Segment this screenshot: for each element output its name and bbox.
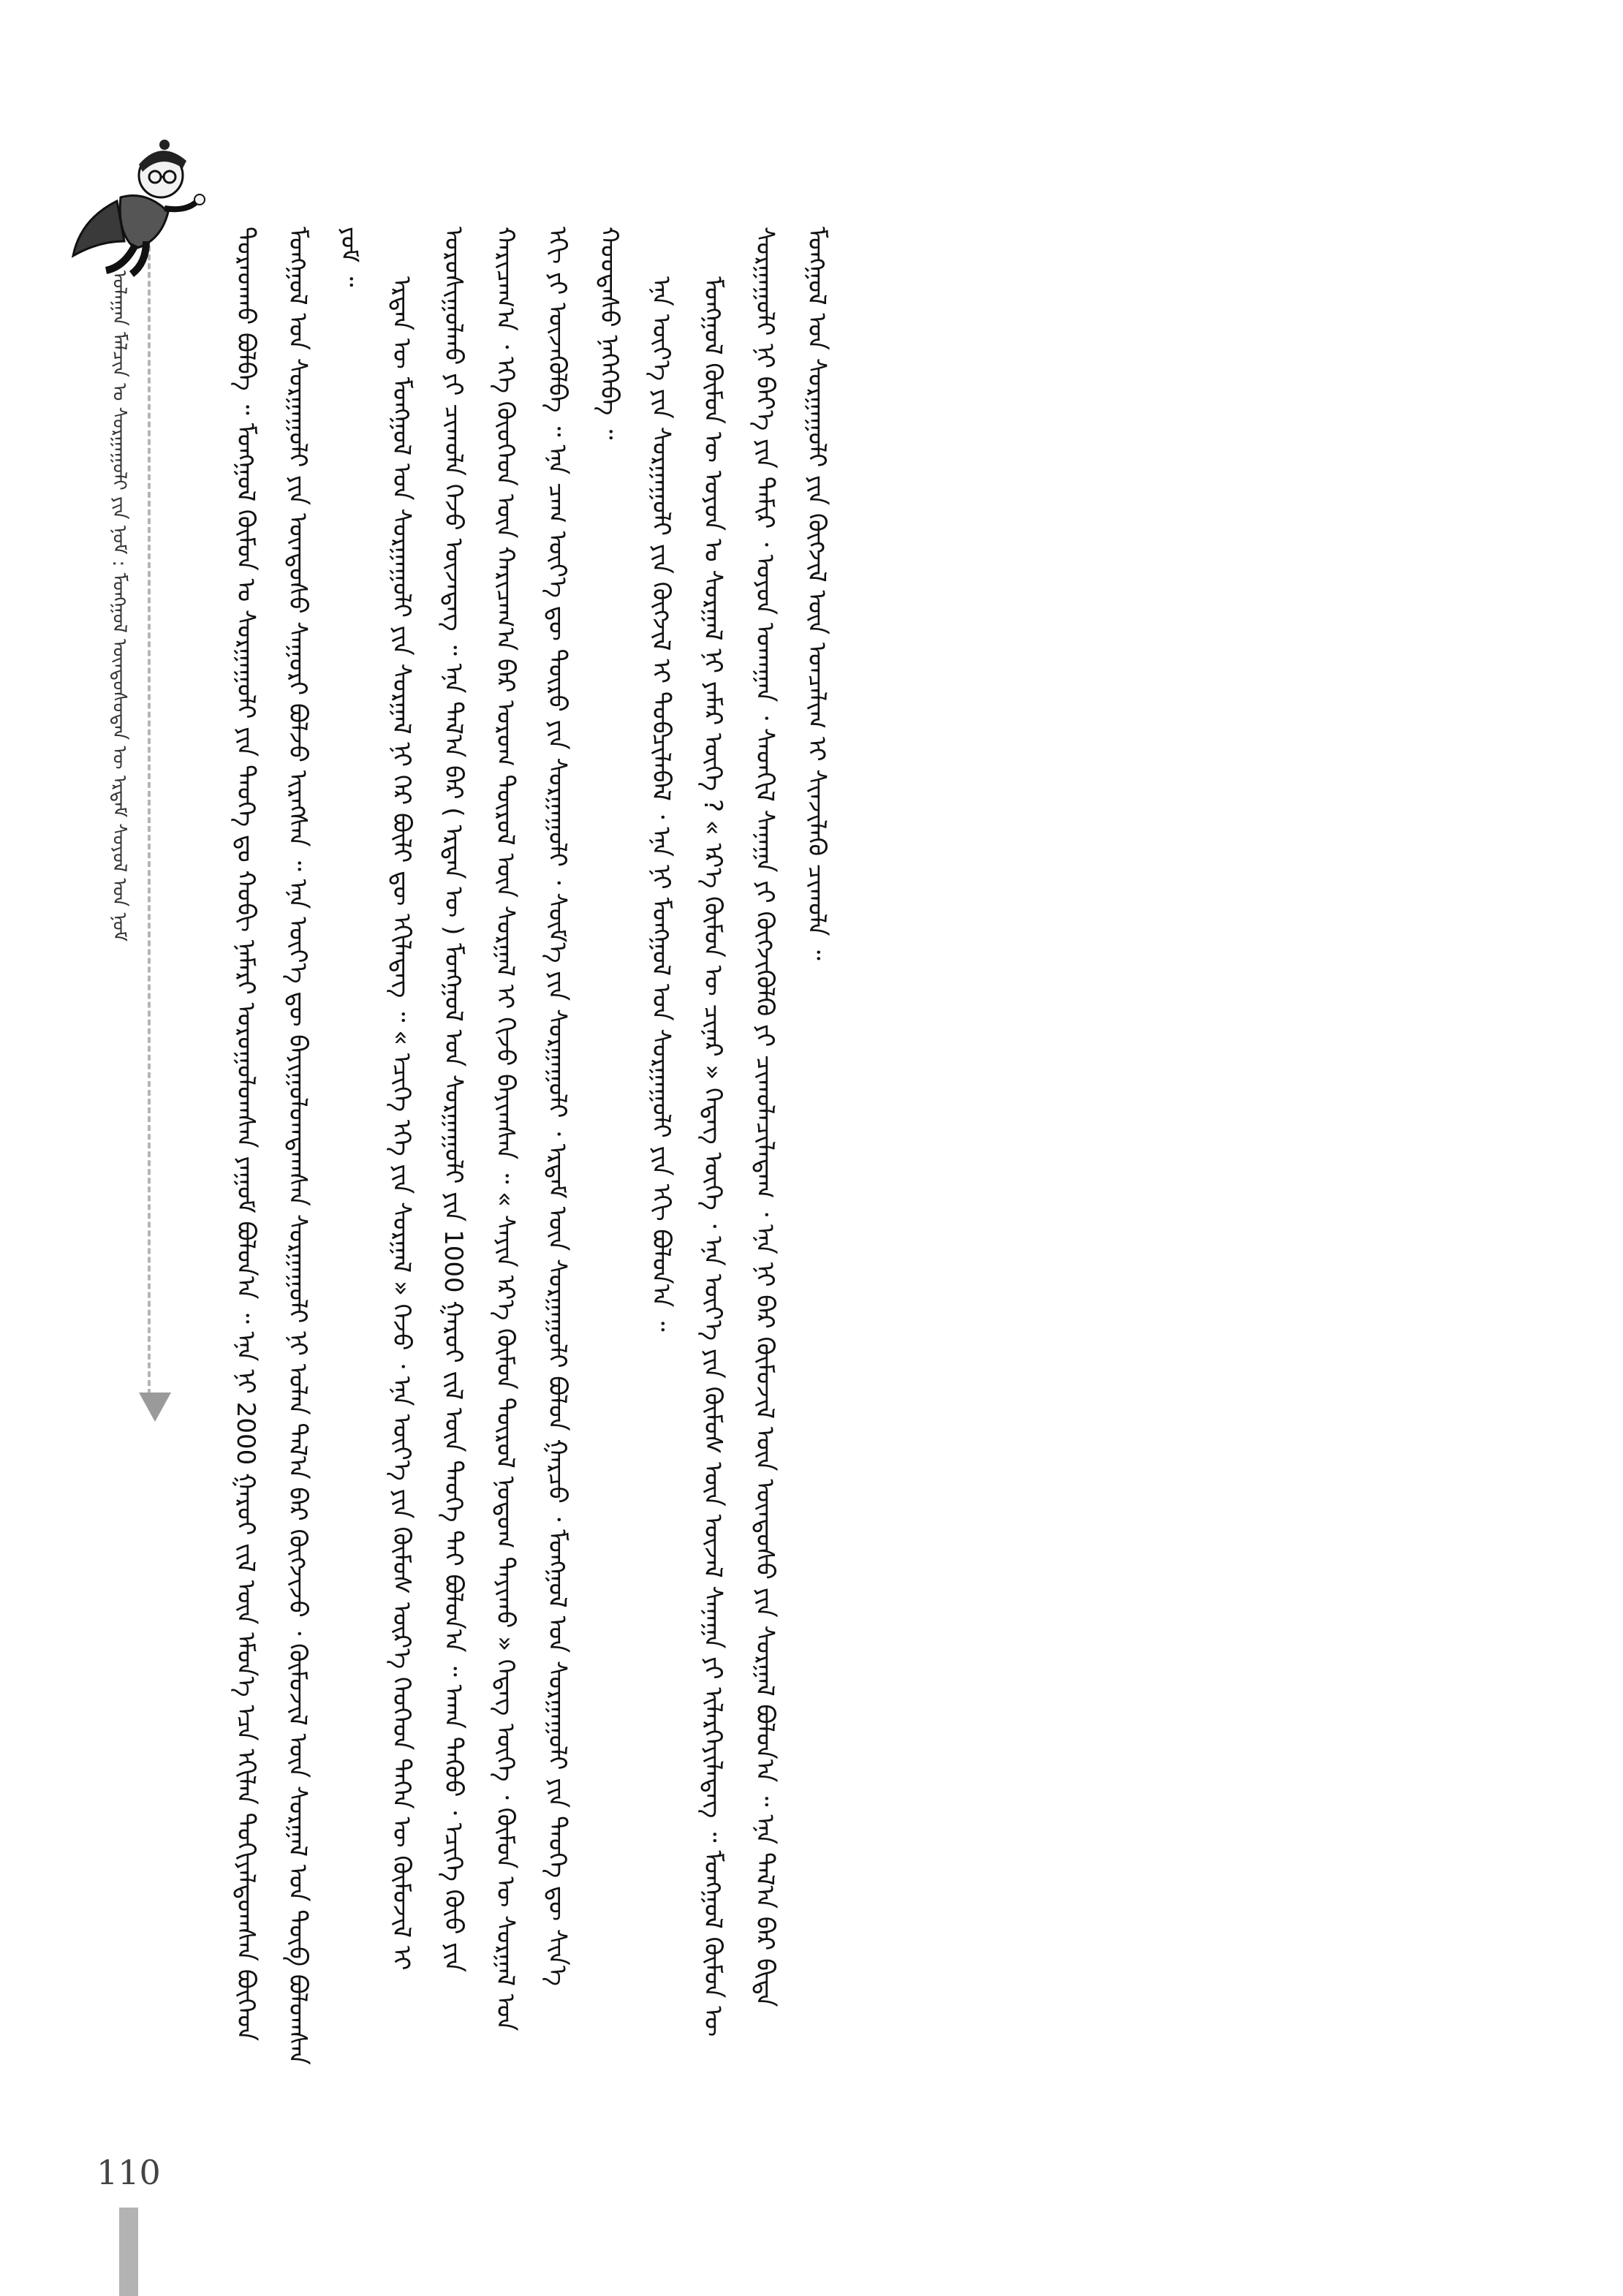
paragraph: ᠡᠷᠲᠡᠨ ᠦ ᠮᠣᠩᠭᠣᠯ ᠤᠨ ᠰᠤᠷᠭᠠᠭᠤᠯᠢ ᠶᠢᠨ ᠰᠤᠷᠭᠠᠯ ᠨᠢ ᠭᠡᠷ ᠪᠦᠯᠢ ᠳᠦ ᠡᠬᠢᠯᠡᠳᠡᠭ ᠃ « ᠡᠴᠢᠭᠡ ᠡᠬᠡ ᠶᠢᠨ ᠰᠤᠷᠭᠠᠯ » ᠭᠡᠵᠦ ᠂ ᠡᠨᠡ ᠦᠶ᠎ᠡ ᠶᠢᠨ ᠬᠦᠮᠦᠰ ᠦᠷ᠎ᠡ ᠬᠡᠦᠬᠡᠳ ᠲᠡᠭᠡᠨ ᠦ ᠬᠦᠮᠦᠵᠢᠯ ᠢ ᠣᠷᠤᠰᠢᠭᠤᠯᠬᠤ ᠶᠢ ᠴᠢᠬᠤᠯᠠ ᠭᠡᠵᠦ ᠦᠵᠡᠳᠡᠭ ᠃ ᠡᠨᠡ ᠲᠠᠯ᠎ᠠ ᠪᠠᠷ ( ᠡᠷᠲᠡᠨ ᠦ ) ᠮᠣᠩᠭᠣᠯ ᠤᠨ ᠰᠤᠷᠭᠠᠭᠤᠯᠢ ᠶᠢᠨ 1000 ᠭᠠᠷᠤᠢ ᠵᠢᠯ ᠦᠨ ᠲᠡᠦᠬᠡ ᠲᠡᠢ ᠪᠣᠯᠤᠨ᠎ᠠ ᠃ ᠠᠬᠠ ᠳᠡᠭᠦᠦ ᠂ ᠡᠴᠢᠭᠡ ᠬᠦᠦ ᠶᠢᠨ ᠬᠠᠷᠢᠴᠠᠭ᠎ᠠ ᠂ ᠡᠬᠡ ᠬᠦᠦᠬᠡᠳ ᠦᠨ ᠬᠠᠷᠢᠴᠠᠭ᠎ᠠ ᠪᠡᠷ ᠤᠷᠤᠭ ᠲᠥᠷᠦᠯ ᠦᠨ ᠰᠤᠷᠭᠠᠯ ᠢ ᠬᠢᠵᠦ ᠪᠠᠶᠢᠭᠰᠠᠨ ᠃ « ᠰᠠᠶᠢᠨ ᠡᠷ᠎ᠡ ᠬᠦᠮᠦᠨ ᠲᠥᠷᠥᠯ ᠨᠤᠲᠤᠭ ᠲᠠᠶᠢᠬᠤ » ᠭᠡᠳᠡᠭ ᠦᠭᠡ ᠂ ᠬᠦᠮᠦᠨ ᠦ ᠰᠤᠷᠭᠠᠯ ᠤᠨ ᠡᠬᠢ ᠶᠢ ᠦᠵᠡᠭᠦᠯᠪᠡ ᠃ ᠡᠨᠡ ᠴᠠᠭ ᠦᠶ᠎ᠡ ᠳᠦ ᠲᠥᠷᠥ ᠶᠢᠨ ᠰᠤᠷᠭᠠᠭᠤᠯᠢ ᠂ ᠰᠦᠮ᠎ᠡ ᠶᠢᠨ ᠰᠤᠷᠭᠠᠭᠤᠯᠢ ᠂ ᠡᠷᠳᠡᠮ ᠦᠨ ᠰᠤᠷᠭᠠᠭᠤᠯᠢ ᠪᠣᠯᠤᠨ ᠭᠠᠷᠴᠤ ᠂ ᠮᠣᠩᠭᠣᠯ ᠤᠨ ᠰᠤᠷᠭᠠᠭᠤᠯᠢ ᠶᠢᠨ ᠲᠡᠦᠬᠡ ᠳᠦ ᠰᠢᠨ᠎ᠡ ᠬᠤᠤᠳᠠᠰᠤ ᠨᠡᠭᠡᠭᠡᠪᠡ ᠃ [387,227,624,2031]
page-number: 110 [97,2153,161,2192]
paragraph: ᠮᠣᠩᠭᠣᠯ ᠬᠦᠮᠦᠨ ᠦ ᠣᠶᠤᠨ ᠤ ᠰᠤᠷᠭᠠᠯ ᠨᠢ ᠶᠠᠮᠠᠷ ᠦᠭᠡ ? « ᠡᠷ᠎ᠡ ᠬᠦᠮᠦᠨ ᠦ ᠴᠢᠨᠠᠷ » ᠭᠡᠳᠡᠭ ᠦᠭᠡ ᠂ ᠡᠨᠡ ᠦᠶ᠎ᠡ ᠶᠢᠨ ᠬᠦᠮᠦᠰ ᠦᠨ ᠦᠵᠡᠯ ᠰᠠᠨᠠᠭᠠ ᠶᠢ ᠢᠯᠡᠷᠬᠡᠶᠢᠯᠡᠳᠡᠭ ᠃ ᠮᠣᠩᠭᠣᠯ ᠬᠦᠮᠦᠨ ᠦ ᠰᠤᠷᠭᠠᠭᠤᠯᠢ ᠨᠢ ᠪᠡᠶ᠎ᠡ ᠶᠢᠨ ᠲᠠᠮᠢᠷ ᠂ ᠣᠶᠤᠨ ᠤᠬᠠᠭᠠᠨ ᠂ ᠰᠡᠳᠬᠢᠯ ᠰᠠᠨᠠᠭᠠ ᠶᠢ ᠬᠥᠭᠵᠢᠭᠦᠯᠬᠦ ᠶᠢ ᠴᠢᠬᠤᠯᠠᠴᠢᠯᠠᠳᠠᠭ ᠂ ᠡᠨᠡ ᠨᠢ ᠪᠡᠷ ᠬᠦᠮᠦᠵᠢᠯ ᠦᠨ ᠦᠨᠳᠦᠰᠦ ᠶᠢᠨ ᠰᠤᠷᠭᠠᠯ ᠪᠣᠯᠤᠨ᠎ᠠ ᠃ ᠡᠨᠡ ᠲᠠᠯ᠎ᠠ ᠪᠠᠷ ᠪᠢᠳᠡ ᠮᠣᠩᠭᠣᠯ ᠤᠨ ᠰᠤᠷᠭᠠᠭᠤᠯᠢ ᠶᠢᠨ ᠬᠥᠭᠵᠢᠯ ᠦᠨ ᠣᠨᠴᠠᠯᠢᠭ ᠢ ᠰᠢᠨᠵᠢᠯᠡᠬᠦ ᠴᠢᠬᠤᠯᠠ ᠃ [698,227,831,2037]
paragraph: ᠡᠨᠡ ᠦᠶ᠎ᠡ ᠶᠢᠨ ᠰᠤᠷᠭᠠᠭᠤᠯᠢ ᠶᠢᠨ ᠬᠥᠭᠵᠢᠯ ᠢ ᠲᠣᠪᠴᠢᠯᠠᠪᠠᠯ ᠂ ᠡᠨᠡ ᠨᠢ ᠮᠣᠩᠭᠣᠯ ᠤᠨ ᠰᠤᠷᠭᠠᠭᠤᠯᠢ ᠶᠢᠨ ᠡᠬᠢ ᠪᠣᠯᠤᠨ᠎ᠠ ᠃ [646,276,676,1332]
flying-student-mascot-icon [66,132,219,278]
body-text-columns [219,227,1331,2069]
page-edge-tab [119,2208,138,2296]
header-arrow-icon [139,1393,171,1422]
running-head: ᠤᠯᠠᠭᠠᠨ ᠮᠠᠯᠴᠢᠨ ᠤ ᠰᠤᠷᠭᠠᠭᠤᠯᠢ ᠶᠢᠨ ᠨᠣᠮ : ᠮᠣᠩᠭᠣᠯ ᠦᠨᠳᠦᠰᠦᠲᠡᠨ ᠦ ᠡᠷᠳᠡᠮ ᠰᠣᠶᠣᠯ ᠤᠨ ᠨᠣᠮ [108,270,130,941]
paragraph: ᠳᠤᠷᠠᠳᠬᠤ ᠪᠣᠯᠪᠠ ᠃ ᠮᠣᠩᠭᠣᠯ ᠬᠦᠮᠦᠨ ᠤ ᠰᠤᠷᠭᠠᠭᠤᠯᠢ ᠶᠢᠨ ᠲᠡᠦᠬᠡ ᠳᠤ ᠬᠤᠪᠢ ᠨᠡᠮᠡᠷᠢ ᠣᠷᠤᠭᠤᠯᠤᠭᠰᠠᠨ ᠶᠠᠭᠤᠮ ᠪᠣᠯᠤᠨ᠎ᠠ ᠃ ᠡᠨᠡ ᠨᠢ 2000 ᠭᠠᠷᠤᠢ ᠵᠢᠯ ᠦᠨ ᠡᠮᠦᠨ᠎ᠡ ᠡᠴᠡ ᠡᠬᠢᠯᠡᠨ ᠲᠣᠬᠢᠶᠠᠯᠳᠤᠭᠰᠠᠨ ᠪᠥᠭᠡᠳ ᠮᠣᠩᠭᠣᠯ ᠤᠨ ᠰᠤᠷᠭᠠᠭᠤᠯᠢ ᠶᠢᠨ ᠦᠨᠳᠦᠰᠦ ᠰᠠᠭᠤᠷᠢ ᠪᠣᠯᠵᠤ ᠢᠷᠡᠭᠰᠡᠨ ᠃ ᠡᠨᠡ ᠦᠶ᠎ᠡ ᠳᠦ ᠪᠠᠶᠢᠭᠤᠯᠤᠭᠳᠠᠭᠰᠠᠨ ᠰᠤᠷᠭᠠᠭᠤᠯᠢ ᠨᠢ ᠣᠯᠠᠨ ᠲᠠᠯ᠎ᠠ ᠪᠠᠷ ᠬᠥᠭᠵᠢᠵᠦ ᠂ ᠬᠦᠮᠦᠵᠢᠯ ᠦᠨ ᠰᠤᠷᠭᠠᠯ ᠤᠨ ᠲᠥᠪ ᠪᠣᠯᠤᠭᠰᠠᠨ ᠶᠤᠮ ᠃ [231,227,364,2065]
header-divider [148,219,151,1403]
